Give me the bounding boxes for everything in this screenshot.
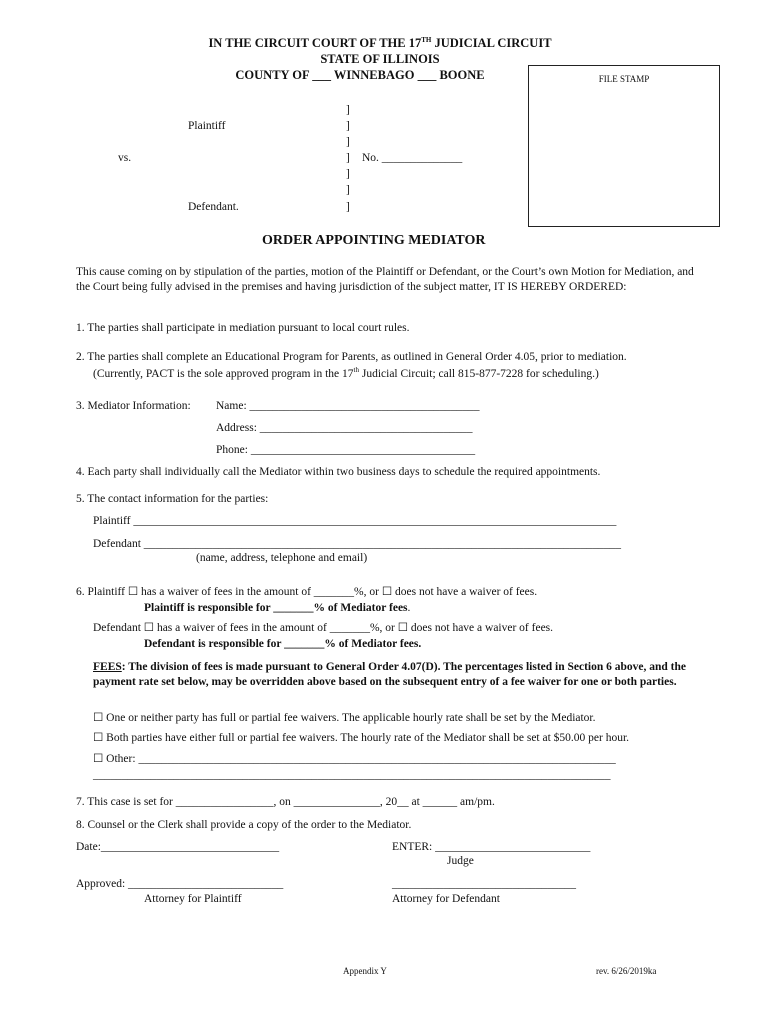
defendant-attorney-field[interactable]: ________________________________ [392,878,576,890]
plaintiff-contact-field[interactable]: Plaintiff ____________________________________________________________________________________ [93,515,617,527]
fees-paragraph: FEES: The division of fees is made pursuant to General Order 4.07(D). The percentages listed in Section 6 above, and the payment rate set below, may be overridden above based on the subsequent entry of a fee waiver for one or both parties. [93,661,687,688]
contact-note: (name, address, telephone and email) [196,552,368,564]
item-3-label: 3. Mediator Information: [76,400,191,412]
judge-label: Judge [447,855,474,867]
defendant-responsibility: Defendant is responsible for _______% of Mediator fees. [144,638,422,650]
document-title: ORDER APPOINTING MEDIATOR [262,233,486,248]
item-1: 1. The parties shall participate in mediation pursuant to local court rules. [76,322,410,334]
plaintiff-label: Plaintiff [188,120,226,132]
item-6-defendant-waiver[interactable]: Defendant ☐ has a waiver of fees in the amount of _______%, or ☐ does not have a waiver of fees. [93,622,554,634]
mediator-name-field[interactable]: Name: ________________________________________ [216,400,480,412]
fees-option-2[interactable]: ☐ Both parties have either full or partial fee waivers. The hourly rate of the Mediator shall be set at $50.00 per hour. [93,732,630,744]
fees-other-line-2[interactable]: __________________________________________________________________________________________ [93,769,611,781]
fees-option-1[interactable]: ☐ One or neither party has full or partial fee waivers. The applicable hourly rate shall be set by the Mediator. [93,712,596,724]
file-stamp-label: FILE STAMP [598,74,650,84]
fees-option-other[interactable]: ☐ Other: ___________________________________________________________________________________ [93,753,616,765]
plaintiff-attorney-field[interactable]: Approved: ___________________________ [76,878,284,890]
caption-bracket: ] [346,201,350,213]
mediator-phone-field[interactable]: Phone: _______________________________________ [216,444,476,456]
caption-bracket: ] [346,184,350,196]
footer-revision: rev. 6/26/2019ka [596,966,657,976]
item-2-line-1: 2. The parties shall complete an Educational Program for Parents, as outlined in General Order 4.05, prior to mediation. [76,351,627,363]
defendant-label: Defendant. [188,201,239,213]
item-8: 8. Counsel or the Clerk shall provide a copy of the order to the Mediator. [76,819,412,831]
case-number-field[interactable]: No. ______________ [362,152,463,164]
item-4: 4. Each party shall individually call the Mediator within two business days to schedule the required appointments. [76,466,601,478]
court-heading: IN THE CIRCUIT COURT OF THE 17TH JUDICIAL CIRCUIT [208,35,552,50]
vs-label: vs. [118,152,132,164]
item-6-plaintiff-waiver[interactable]: 6. Plaintiff ☐ has a waiver of fees in the amount of _______%, or ☐ does not have a waiver of fees. [76,586,538,598]
defendant-attorney-label: Attorney for Defendant [392,893,500,905]
item-2-line-2: (Currently, PACT is the sole approved program in the 17th Judicial Circuit; call 815-877-7228 for scheduling.) [93,366,599,380]
item-5: 5. The contact information for the parties: [76,493,269,505]
county-heading: COUNTY OF ___ WINNEBAGO ___ BOONE [235,68,485,82]
caption-bracket: ] [346,152,350,164]
date-field[interactable]: Date:_______________________________ [76,841,280,853]
mediator-address-field[interactable]: Address: _____________________________________ [216,422,473,434]
caption-bracket: ] [346,120,350,132]
caption-bracket: ] [346,168,350,180]
judge-signature-field[interactable]: ENTER: ___________________________ [392,841,591,853]
item-7[interactable]: 7. This case is set for _________________, on _______________, 20__ at ______ am/pm. [76,796,495,808]
file-stamp-box [528,65,720,227]
state-heading: STATE OF ILLINOIS [320,52,440,66]
plaintiff-responsibility: Plaintiff is responsible for _______% of Mediator fees. [144,602,411,614]
intro-paragraph: This cause coming on by stipulation of the parties, motion of the Plaintiff or Defendant, or the Court’s own Motion for Mediation, and the Court being fully advised in the premises and having jurisdiction of the subject matter, IT IS HEREBY ORDERED: [76,266,694,293]
plaintiff-attorney-label: Attorney for Plaintiff [144,893,242,905]
footer-appendix: Appendix Y [343,966,387,976]
caption-bracket: ] [346,136,350,148]
defendant-contact-field[interactable]: Defendant ___________________________________________________________________________________ [93,538,622,550]
caption-bracket: ] [346,104,350,116]
